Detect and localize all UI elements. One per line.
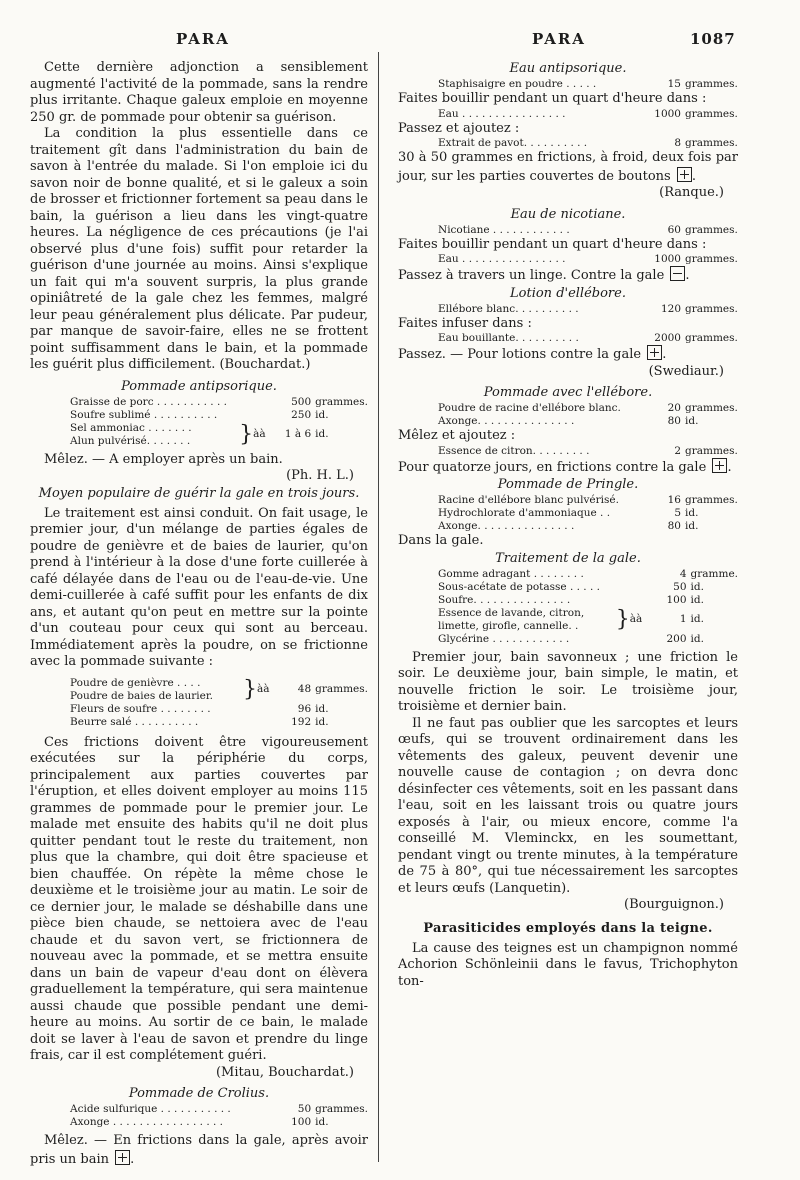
ingredient-row bbox=[398, 520, 738, 533]
plus-box-symbol-icon bbox=[647, 345, 662, 360]
ingredient-row bbox=[30, 1103, 368, 1116]
ingredient-list bbox=[398, 303, 738, 316]
ingredient-name: Soufre. . . . . . . . . . . . . . . bbox=[438, 593, 571, 606]
paragraph: Il ne faut pas oublier que les sarcoptes et leurs œufs, qui se trouvent ordinairement dans les vêtements des galeux, peuvent devenir une nouvelle cause de contagion ; on devra donc désinfecter ces vêtements, soit en les passant dans l'eau, soit en les laissant trois ou quatre jours exposés à l'air, ou mieux encore, comme l'a conseillé M. Vleminckx, en les soumettant, pendant vingt ou trente minutes, à la température de 75 à 80°, qui tue nécessairement les sarcoptes et leurs œufs (Lanquetin). bbox=[398, 715, 738, 896]
brace-icon: } bbox=[615, 606, 630, 632]
ingredient-qty: 16 bbox=[667, 494, 681, 506]
ingredient-row bbox=[398, 594, 738, 607]
ana-label: àà bbox=[253, 428, 266, 440]
ingredient-qty: 1000 bbox=[654, 253, 681, 265]
ingredient-unit: grammes. bbox=[315, 395, 368, 408]
ingredient-qty: 15 bbox=[667, 78, 681, 90]
ingredient-row bbox=[398, 568, 738, 581]
ingredient-unit: id. bbox=[690, 632, 704, 645]
ingredient-qty: 100 bbox=[666, 593, 687, 606]
paragraph-text: Pour quatorze jours, en frictions contre la gale bbox=[398, 459, 707, 475]
paragraph: Passez et ajoutez : bbox=[398, 120, 520, 136]
ingredient-row bbox=[398, 253, 738, 266]
ingredient-unit: grammes. bbox=[685, 494, 738, 506]
ingredient-name: Nicotiane . . . . . . . . . . . . bbox=[438, 223, 570, 236]
source-citation: (Swediaur.) bbox=[648, 363, 724, 379]
ingredient-unit: id. bbox=[685, 415, 699, 427]
ingredient-qty: 8 bbox=[674, 137, 681, 149]
ingredient-list bbox=[398, 78, 738, 91]
ingredient-qty: 5 bbox=[674, 507, 681, 519]
ingredient-unit: grammes. bbox=[685, 78, 738, 90]
ingredient-qty: 4 bbox=[679, 567, 687, 580]
ingredient-name: Extrait de pavot. . . . . . . . . . bbox=[438, 137, 588, 149]
ingredient-unit: grammes. bbox=[685, 253, 738, 265]
ingredient-qty: 96 bbox=[297, 702, 312, 715]
paragraph: Passez à travers un linge. Contre la gale . bbox=[398, 268, 690, 283]
section-title: Moyen populaire de guérir la gale en trois jours. bbox=[38, 485, 360, 501]
ingredient-name: Gomme adragant . . . . . . . . bbox=[438, 567, 584, 580]
formula-title: Pommade avec l'ellébore. bbox=[483, 385, 653, 400]
ingredient-row bbox=[398, 507, 738, 520]
ingredient-qty: 60 bbox=[667, 223, 681, 236]
ingredient-name: Essence de lavande, citron, bbox=[438, 606, 585, 619]
brace-icon: } bbox=[239, 421, 254, 447]
plus-box-symbol-icon bbox=[712, 458, 727, 473]
ingredient-row bbox=[398, 108, 738, 121]
ingredient-row bbox=[30, 716, 368, 729]
paragraph: Le traitement est ainsi conduit. On fait usage, le premier jour, d'un mélange de parties égales de poudre de genièvre et de baies de laurier, qu'on prend à l'intérieur à la dose d'une forte cuillerée à café délayée dans de l'eau ou de l'eau-de-vie. Une demi-cuillerée à café suffit pour les enfants de dix ans, et autant qu'on peut en mettre sur la pointe d'un couteau pour ceux qui sont au berceau. Immédiatement après la poudre, on se frictionne avec la pommade suivante : bbox=[30, 505, 368, 669]
paragraph: Mêlez. — A employer après un bain. bbox=[44, 451, 283, 467]
paragraph: Faites bouillir pendant un quart d'heure dans : bbox=[398, 236, 707, 252]
ingredient-qty: 50 bbox=[673, 580, 687, 593]
paragraph: Passez. — Pour lotions contre la gale . bbox=[398, 347, 667, 362]
ingredient-unit: id. bbox=[315, 408, 329, 421]
ingredient-qty: 80 bbox=[667, 415, 681, 427]
formula-title: Eau de nicotiane. bbox=[510, 206, 626, 222]
ingredient-qty: 200 bbox=[666, 632, 687, 645]
ingredient-list bbox=[398, 494, 738, 533]
right-column bbox=[398, 60, 738, 990]
paragraph-text: 30 à 50 grammes en frictions, à froid, deux fois par jour, sur les parties couvertes de boutons bbox=[398, 150, 738, 184]
ingredient-unit: id. bbox=[315, 428, 329, 440]
ingredient-name: Poudre de racine d'ellébore blanc. bbox=[438, 402, 621, 414]
ingredient-name: Eau . . . . . . . . . . . . . . . . bbox=[438, 253, 566, 265]
ingredient-row bbox=[398, 633, 738, 646]
ingredient-unit: id. bbox=[685, 520, 699, 532]
formula-title: Lotion d'ellébore. bbox=[510, 285, 626, 301]
ingredient-name: Racine d'ellébore blanc pulvérisé. bbox=[438, 494, 619, 506]
ingredient-name: Graisse de porc . . . . . . . . . . . bbox=[70, 395, 227, 408]
ingredient-name: Eau bouillante. . . . . . . . . . bbox=[438, 332, 579, 344]
paragraph-text: Mêlez. — En frictions dans la gale, après avoir pris un bain bbox=[30, 1133, 368, 1167]
paragraph: 30 à 50 grammes en frictions, à froid, deux fois par jour, sur les parties couvertes de boutons . bbox=[398, 150, 738, 184]
ingredient-name: Axonge. . . . . . . . . . . . . . . bbox=[438, 520, 575, 532]
ingredient-name: Alun pulvérisé. . . . . . . bbox=[70, 434, 191, 447]
paragraph-text: Passez à travers un linge. Contre la gale bbox=[398, 268, 665, 283]
brace-icon: } bbox=[242, 676, 257, 702]
ingredient-unit: grammes. bbox=[685, 302, 738, 315]
ingredient-name: Essence de citron. . . . . . . . . bbox=[438, 444, 590, 457]
section-heading: Parasiticides employés dans la teigne. bbox=[423, 920, 713, 936]
ingredient-row bbox=[30, 409, 368, 422]
minus-box-symbol-icon bbox=[670, 266, 685, 281]
running-header-left: PARA bbox=[176, 30, 230, 48]
ingredient-unit: grammes. bbox=[685, 107, 738, 120]
ingredient-list bbox=[30, 396, 368, 448]
paragraph: Ces frictions doivent être vigoureusement exécutées sur la périphérie du corps, principalement aux parties couvertes par l'éruption, et elles doivent employer au moins 115 grammes de pommade pour le premier jour. Le malade met ensuite des habits qu'il ne doit plus quitter pendant tout le reste du traitement, non plus que la chambre, qui doit être spacieuse et bien chauffée. On répète la même chose le deuxième et le troisième jour au matin. Le soir de ce dernier jour, le malade se déshabille dans une pièce bien chaude, se nettoiera avec de l'eau chaude et du savon vert, se frictionnera de nouveau avec la pommade, et se mettra ensuite dans un bain de vapeur d'eau dont on élèvera graduellement la température, qui sera maintenue aussi chaude que possible pendant une demi-heure au moins. Au sortir de ce bain, le malade doit se laver à l'eau de savon et prendre du linge frais, car il est complétement guéri. bbox=[30, 734, 368, 1063]
ingredient-name: Axonge . . . . . . . . . . . . . . . . . bbox=[70, 1116, 224, 1128]
left-column bbox=[30, 60, 368, 1168]
ingredient-name: Sel ammoniac . . . . . . . bbox=[70, 421, 192, 434]
ingredient-row bbox=[398, 445, 738, 458]
ingredient-row bbox=[398, 402, 738, 415]
source-citation: (Mitau, Bouchardat.) bbox=[215, 1064, 354, 1080]
paragraph: Mêlez. — En frictions dans la gale, après avoir pris un bain . bbox=[30, 1133, 368, 1167]
ingredient-unit: id. bbox=[315, 715, 329, 728]
ingredient-unit: id. bbox=[690, 580, 704, 593]
ingredient-list bbox=[398, 445, 738, 458]
ingredient-row bbox=[398, 415, 738, 428]
plus-box-symbol-icon bbox=[677, 167, 692, 182]
formula-title: Traitement de la gale. bbox=[495, 550, 641, 566]
ingredient-list bbox=[398, 332, 738, 345]
ingredient-row bbox=[398, 607, 738, 620]
ingredient-qty: 48 bbox=[297, 683, 312, 695]
ingredient-list bbox=[30, 677, 368, 729]
ingredient-name: Glycérine . . . . . . . . . . . . bbox=[438, 632, 570, 645]
ingredient-unit: grammes. bbox=[685, 444, 738, 457]
ingredient-qty: 120 bbox=[660, 302, 681, 315]
ingredient-qty: 500 bbox=[291, 395, 312, 408]
ingredient-qty: 100 bbox=[291, 1116, 312, 1128]
ingredient-unit: id. bbox=[690, 613, 704, 625]
ingredient-qty: 20 bbox=[667, 402, 681, 414]
formula-title: Eau antipsorique. bbox=[509, 61, 627, 76]
paragraph: Dans la gale. bbox=[398, 533, 484, 548]
ingredient-unit: id. bbox=[315, 1116, 329, 1128]
ana-label: àà bbox=[629, 613, 643, 625]
paragraph: La cause des teignes est un champignon nommé Achorion Schönleinii dans le favus, Trichophyton ton- bbox=[398, 940, 738, 989]
ingredient-name: Axonge. . . . . . . . . . . . . . . bbox=[438, 415, 575, 427]
paragraph: Cette dernière adjonction a sensiblement augmenté l'activité de la pommade, sans la rendre plus irritante. Chaque galeux emploie en moyenne 250 gr. de pommade pour obtenir sa guérison. bbox=[30, 60, 368, 125]
ingredient-name: Eau . . . . . . . . . . . . . . . . bbox=[438, 107, 566, 120]
ingredient-row bbox=[398, 303, 738, 316]
ingredient-qty: 1 à 6 bbox=[284, 428, 312, 440]
ingredient-name: Soufre sublimé . . . . . . . . . . bbox=[70, 408, 218, 421]
formula-title: Pommade de Pringle. bbox=[497, 477, 639, 492]
ingredient-name: Poudre de genièvre . . . . bbox=[70, 676, 201, 689]
column-divider bbox=[378, 52, 379, 1162]
ingredient-unit: grammes. bbox=[685, 137, 738, 149]
ingredient-unit: grammes. bbox=[315, 1103, 368, 1115]
ingredient-name: limette, girofle, cannelle. . bbox=[438, 619, 579, 632]
ingredient-list bbox=[30, 1103, 368, 1129]
running-header-right: PARA bbox=[532, 30, 586, 48]
ingredient-unit: grammes. bbox=[685, 223, 738, 236]
ingredient-qty: 80 bbox=[667, 520, 681, 532]
ingredient-row bbox=[30, 1116, 368, 1129]
ingredient-qty: 2 bbox=[674, 444, 681, 457]
paragraph: Mêlez et ajoutez : bbox=[398, 428, 516, 443]
ingredient-row bbox=[30, 422, 368, 435]
ingredient-list bbox=[398, 402, 738, 428]
paragraph: La condition la plus essentielle dans ce traitement gît dans l'administration du bain de savon à l'entrée du malade. Si l'on emploie ici du savon noir de bonne qualité, et si le galeux a soin de brosser et frictionner fortement sa peau dans le bain, la guérison a lieu dans les vingt-quatre heures. La négligence de ces précautions (je l'ai observé plus d'une fois) suffit pour retarder la guérison d'une journée au moins. Ainsi s'explique un fait qui m'a souvent surpris, la plus grande opiniâtreté de la gale chez les femmes, malgré leur peau généralement plus délicate. Par pudeur, par manque de savoir-faire, elles ne se frottent point suffisamment dans le bain, et la pommade les guérit plus difficilement. (Bouchardat.) bbox=[30, 126, 368, 372]
ingredient-row bbox=[398, 224, 738, 237]
source-citation: (Ranque.) bbox=[659, 185, 724, 200]
ingredient-row bbox=[398, 332, 738, 345]
ingredient-unit: grammes. bbox=[315, 683, 368, 695]
ingredient-name: Sous-acétate de potasse . . . . . bbox=[438, 580, 600, 593]
ingredient-unit: gramme. bbox=[690, 567, 738, 580]
plus-box-symbol-icon bbox=[115, 1150, 130, 1165]
paragraph: Faites infuser dans : bbox=[398, 315, 532, 331]
ingredient-unit: id. bbox=[315, 702, 329, 715]
ingredient-name: Fleurs de soufre . . . . . . . . bbox=[70, 702, 211, 715]
ingredient-list bbox=[398, 253, 738, 266]
source-citation: (Bourguignon.) bbox=[624, 897, 724, 912]
ingredient-row bbox=[30, 703, 368, 716]
ingredient-name: Ellébore blanc. . . . . . . . . . bbox=[438, 302, 579, 315]
ingredient-qty: 250 bbox=[291, 408, 312, 421]
source-citation: (Ph. H. L.) bbox=[286, 468, 354, 483]
ingredient-row bbox=[398, 494, 738, 507]
ingredient-name: Poudre de baies de laurier. bbox=[70, 689, 214, 702]
ingredient-unit: id. bbox=[690, 593, 704, 606]
ana-label: àà bbox=[256, 683, 270, 695]
ingredient-qty: 1 bbox=[679, 613, 687, 625]
ingredient-unit: id. bbox=[685, 507, 699, 519]
ingredient-row bbox=[30, 677, 368, 690]
paragraph: Faites bouillir pendant un quart d'heure dans : bbox=[398, 91, 707, 106]
ingredient-list bbox=[398, 108, 738, 121]
formula-title: Pommade de Crolius. bbox=[128, 1086, 270, 1101]
ingredient-row bbox=[30, 396, 368, 409]
ingredient-row bbox=[398, 78, 738, 91]
ingredient-list bbox=[398, 224, 738, 237]
formula-title: Pommade antipsorique. bbox=[121, 378, 277, 394]
ingredient-name: Beurre salé . . . . . . . . . . bbox=[70, 715, 199, 728]
paragraph: Premier jour, bain savonneux ; une friction le soir. Le deuxième jour, bain simple, le matin, et nouvelle friction le soir. Le troisième jour, troisième et dernier bain. bbox=[398, 649, 738, 714]
paragraph: Pour quatorze jours, en frictions contre la gale . bbox=[398, 459, 732, 475]
ingredient-unit: grammes. bbox=[685, 402, 738, 414]
ingredient-list bbox=[398, 568, 738, 646]
ingredient-name: Hydrochlorate d'ammoniaque . . bbox=[438, 507, 611, 519]
ingredient-name: Staphisaigre en poudre . . . . . bbox=[438, 78, 597, 90]
paragraph-text: Passez. — Pour lotions contre la gale bbox=[398, 347, 642, 362]
ingredient-qty: 192 bbox=[291, 715, 312, 728]
ingredient-unit: grammes. bbox=[685, 332, 738, 344]
ingredient-list bbox=[398, 137, 738, 150]
ingredient-qty: 2000 bbox=[654, 332, 681, 344]
ingredient-row bbox=[398, 581, 738, 594]
ingredient-qty: 1000 bbox=[654, 107, 681, 120]
ingredient-row bbox=[398, 137, 738, 150]
ingredient-qty: 50 bbox=[297, 1103, 312, 1115]
page-number: 1087 bbox=[690, 30, 736, 48]
ingredient-name: Acide sulfurique . . . . . . . . . . . bbox=[70, 1103, 231, 1115]
